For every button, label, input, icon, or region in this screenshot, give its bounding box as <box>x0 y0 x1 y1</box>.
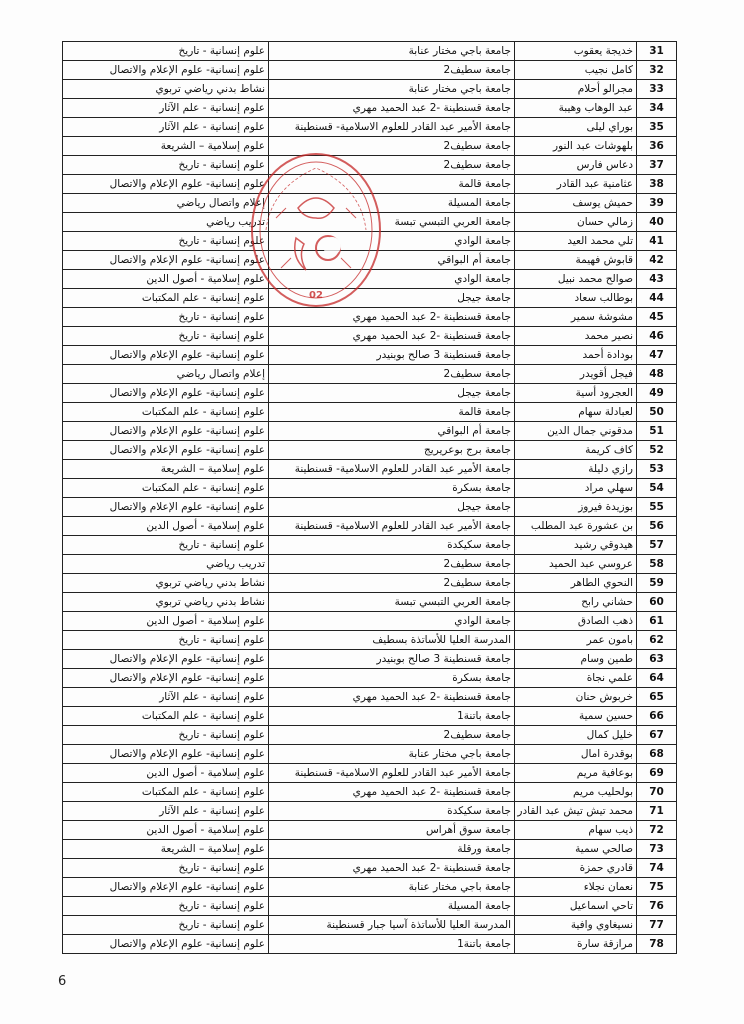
row-name: حسين سمية <box>515 707 637 726</box>
row-university: جامعة جيجل <box>269 498 515 517</box>
row-university: جامعة برج بوعريريج <box>269 441 515 460</box>
row-number: 66 <box>637 707 677 726</box>
table-row <box>63 232 677 251</box>
table-row <box>63 403 677 422</box>
row-name: مجرالو أحلام <box>515 80 637 99</box>
table-row <box>63 99 677 118</box>
row-specialty: نشاط بدني رياضي تربوي <box>63 574 269 593</box>
row-university: جامعة سكيكدة <box>269 802 515 821</box>
row-university: جامعة قسنطينة -2 عبد الحميد مهري <box>269 308 515 327</box>
row-name: لعبادلة سهام <box>515 403 637 422</box>
table-row <box>63 745 677 764</box>
row-specialty: علوم إنسانية - علم الآثار <box>63 802 269 821</box>
row-specialty: علوم إنسانية - علم المكتبات <box>63 707 269 726</box>
row-number: 38 <box>637 175 677 194</box>
row-specialty: علوم إنسانية- علوم الإعلام والاتصال <box>63 61 269 80</box>
row-specialty: علوم إنسانية - علم المكتبات <box>63 289 269 308</box>
row-university: جامعة الأمير عبد القادر للعلوم الاسلامية- قسنطينة <box>269 118 515 137</box>
row-name: دعاس فارس <box>515 156 637 175</box>
row-university: جامعة قسنطينة -2 عبد الحميد مهري <box>269 783 515 802</box>
row-specialty: علوم إنسانية - تاريخ <box>63 536 269 555</box>
row-specialty: علوم إنسانية - علم الآثار <box>63 118 269 137</box>
row-university: جامعة قسنطينة 3 صالح بوبنيدر <box>269 346 515 365</box>
row-name: عبد الوهاب وهيبة <box>515 99 637 118</box>
row-name: خليل كمال <box>515 726 637 745</box>
table-row <box>63 327 677 346</box>
row-name: بامون عمر <box>515 631 637 650</box>
row-number: 33 <box>637 80 677 99</box>
row-number: 69 <box>637 764 677 783</box>
table-row <box>63 346 677 365</box>
table-row <box>63 441 677 460</box>
row-university: جامعة العربي التبسي تبسة <box>269 213 515 232</box>
table-row <box>63 821 677 840</box>
row-university: جامعة الوادي <box>269 232 515 251</box>
row-university: جامعة باجي مختار عنابة <box>269 42 515 61</box>
row-name: ذيب سهام <box>515 821 637 840</box>
row-university: جامعة قسنطينة -2 عبد الحميد مهري <box>269 99 515 118</box>
row-number: 59 <box>637 574 677 593</box>
row-number: 40 <box>637 213 677 232</box>
row-name: تاحي اسماعيل <box>515 897 637 916</box>
row-specialty: علوم إنسانية - تاريخ <box>63 156 269 175</box>
row-number: 53 <box>637 460 677 479</box>
row-name: ذهب الصادق <box>515 612 637 631</box>
row-university: جامعة المسيلة <box>269 897 515 916</box>
row-university: جامعة سطيف2 <box>269 555 515 574</box>
row-number: 72 <box>637 821 677 840</box>
table-row <box>63 517 677 536</box>
table-row <box>63 802 677 821</box>
row-name: بوزيدة فيروز <box>515 498 637 517</box>
row-specialty: علوم إنسانية- علوم الإعلام والاتصال <box>63 498 269 517</box>
row-number: 34 <box>637 99 677 118</box>
table-row <box>63 688 677 707</box>
row-name: بلهوشات عبد النور <box>515 137 637 156</box>
row-number: 61 <box>637 612 677 631</box>
row-university: جامعة جيجل <box>269 384 515 403</box>
row-name: طمين وسام <box>515 650 637 669</box>
row-number: 45 <box>637 308 677 327</box>
table-row <box>63 707 677 726</box>
table-row <box>63 669 677 688</box>
row-specialty: علوم إنسانية - علم المكتبات <box>63 403 269 422</box>
row-name: هيدوقي رشيد <box>515 536 637 555</box>
row-name: النحوي الطاهر <box>515 574 637 593</box>
row-specialty: علوم إنسانية - تاريخ <box>63 232 269 251</box>
table-row <box>63 175 677 194</box>
row-name: عروسي عبد الحميد <box>515 555 637 574</box>
table-row <box>63 384 677 403</box>
row-name: عثامنية عبد القادر <box>515 175 637 194</box>
row-university: جامعة قالمة <box>269 175 515 194</box>
row-specialty: إعلام واتصال رياضي <box>63 365 269 384</box>
row-number: 44 <box>637 289 677 308</box>
table-row <box>63 479 677 498</box>
row-name: نعمان نجلاء <box>515 878 637 897</box>
row-name: حميش يوسف <box>515 194 637 213</box>
row-name: قادري حمزة <box>515 859 637 878</box>
table-row <box>63 916 677 935</box>
row-university: جامعة سطيف2 <box>269 365 515 384</box>
table-row <box>63 61 677 80</box>
row-specialty: علوم إنسانية- علوم الإعلام والاتصال <box>63 251 269 270</box>
row-university: جامعة جيجل <box>269 289 515 308</box>
row-number: 65 <box>637 688 677 707</box>
row-specialty: علوم إنسانية- علوم الإعلام والاتصال <box>63 346 269 365</box>
row-number: 62 <box>637 631 677 650</box>
row-university: جامعة العربي التبسي تبسة <box>269 593 515 612</box>
row-university: جامعة الوادي <box>269 270 515 289</box>
row-specialty: علوم إنسانية - تاريخ <box>63 916 269 935</box>
row-number: 75 <box>637 878 677 897</box>
row-university: جامعة قالمة <box>269 403 515 422</box>
table-row <box>63 270 677 289</box>
row-specialty: علوم إنسانية - تاريخ <box>63 327 269 346</box>
row-university: جامعة سطيف2 <box>269 61 515 80</box>
row-number: 32 <box>637 61 677 80</box>
row-name: مدقوني جمال الدين <box>515 422 637 441</box>
row-university: جامعة سوق أهراس <box>269 821 515 840</box>
table-row <box>63 612 677 631</box>
row-number: 63 <box>637 650 677 669</box>
row-number: 71 <box>637 802 677 821</box>
row-specialty: إعلام واتصال رياضي <box>63 194 269 213</box>
row-specialty: علوم إنسانية - تاريخ <box>63 897 269 916</box>
row-number: 70 <box>637 783 677 802</box>
row-number: 55 <box>637 498 677 517</box>
row-name: زمالي حسان <box>515 213 637 232</box>
row-number: 43 <box>637 270 677 289</box>
row-specialty: تدريب رياضي <box>63 555 269 574</box>
row-specialty: علوم إسلامية – الشريعة <box>63 137 269 156</box>
row-name: بن عشورة عبد المطلب <box>515 517 637 536</box>
row-name: تلي محمد العيد <box>515 232 637 251</box>
row-name: نصير محمد <box>515 327 637 346</box>
row-university: جامعة بسكرة <box>269 479 515 498</box>
row-name: خربوش حنان <box>515 688 637 707</box>
row-specialty: علوم إنسانية - علم الآثار <box>63 99 269 118</box>
row-specialty: علوم إنسانية - علم الآثار <box>63 688 269 707</box>
row-number: 37 <box>637 156 677 175</box>
row-number: 78 <box>637 935 677 954</box>
row-number: 49 <box>637 384 677 403</box>
row-university: جامعة باجي مختار عنابة <box>269 745 515 764</box>
row-name: علمي نجاة <box>515 669 637 688</box>
row-specialty: علوم إنسانية- علوم الإعلام والاتصال <box>63 878 269 897</box>
table-row <box>63 251 677 270</box>
row-university: جامعة باجي مختار عنابة <box>269 80 515 99</box>
row-number: 39 <box>637 194 677 213</box>
row-university: جامعة قسنطينة -2 عبد الحميد مهري <box>269 327 515 346</box>
row-university: جامعة قسنطينة 3 صالح بوبنيدر <box>269 650 515 669</box>
row-number: 42 <box>637 251 677 270</box>
row-name: بولحليب مريم <box>515 783 637 802</box>
row-number: 50 <box>637 403 677 422</box>
table-row <box>63 460 677 479</box>
row-university: جامعة الأمير عبد القادر للعلوم الاسلامية- قسنطينة <box>269 460 515 479</box>
row-specialty: علوم إنسانية- علوم الإعلام والاتصال <box>63 175 269 194</box>
table-row <box>63 764 677 783</box>
table-row <box>63 897 677 916</box>
table-row <box>63 726 677 745</box>
table-row <box>63 308 677 327</box>
row-name: مشوشة سمير <box>515 308 637 327</box>
row-number: 73 <box>637 840 677 859</box>
table-row <box>63 593 677 612</box>
row-name: صالحي سمية <box>515 840 637 859</box>
row-specialty: علوم إنسانية- علوم الإعلام والاتصال <box>63 650 269 669</box>
row-number: 67 <box>637 726 677 745</box>
row-specialty: علوم إنسانية- علوم الإعلام والاتصال <box>63 745 269 764</box>
row-specialty: علوم إنسانية- علوم الإعلام والاتصال <box>63 384 269 403</box>
row-number: 54 <box>637 479 677 498</box>
table-row <box>63 935 677 954</box>
row-specialty: علوم إسلامية - أصول الدين <box>63 270 269 289</box>
row-number: 60 <box>637 593 677 612</box>
row-specialty: علوم إسلامية - أصول الدين <box>63 821 269 840</box>
row-number: 57 <box>637 536 677 555</box>
row-number: 58 <box>637 555 677 574</box>
row-number: 74 <box>637 859 677 878</box>
row-name: فيجل أقويدر <box>515 365 637 384</box>
row-university: جامعة الوادي <box>269 612 515 631</box>
row-university: جامعة سطيف2 <box>269 574 515 593</box>
row-name: كامل نجيب <box>515 61 637 80</box>
row-university: جامعة باجي مختار عنابة <box>269 878 515 897</box>
row-number: 46 <box>637 327 677 346</box>
page-number: 6 <box>58 974 67 989</box>
roster-table-body <box>63 42 677 954</box>
row-university: جامعة باتنة1 <box>269 707 515 726</box>
row-specialty: نشاط بدني رياضي تربوي <box>63 80 269 99</box>
row-name: العجرود أسية <box>515 384 637 403</box>
row-number: 68 <box>637 745 677 764</box>
row-name: مرازقة سارة <box>515 935 637 954</box>
row-name: سهلي مراد <box>515 479 637 498</box>
row-specialty: علوم إنسانية - تاريخ <box>63 726 269 745</box>
table-row <box>63 213 677 232</box>
stamp-number: 02 <box>309 290 323 301</box>
table-row <box>63 555 677 574</box>
row-university: جامعة المسيلة <box>269 194 515 213</box>
row-specialty: علوم إنسانية - تاريخ <box>63 859 269 878</box>
table-row <box>63 631 677 650</box>
table-row <box>63 650 677 669</box>
row-name: بوراي ليلى <box>515 118 637 137</box>
row-name: كاف كريمة <box>515 441 637 460</box>
row-name: رازي دليلة <box>515 460 637 479</box>
row-number: 64 <box>637 669 677 688</box>
row-specialty: نشاط بدني رياضي تربوي <box>63 593 269 612</box>
row-university: المدرسة العليا للأساتذة بسطيف <box>269 631 515 650</box>
row-university: جامعة بسكرة <box>269 669 515 688</box>
table-row <box>63 859 677 878</box>
table-row <box>63 422 677 441</box>
row-university: جامعة قسنطينة -2 عبد الحميد مهري <box>269 859 515 878</box>
row-number: 48 <box>637 365 677 384</box>
row-specialty: علوم إنسانية- علوم الإعلام والاتصال <box>63 422 269 441</box>
table-row <box>63 498 677 517</box>
table-row <box>63 156 677 175</box>
row-university: جامعة الأمير عبد القادر للعلوم الاسلامية- قسنطينة <box>269 517 515 536</box>
row-university: جامعة سكيكدة <box>269 536 515 555</box>
row-name: محمد تيش تيش عبد القادر <box>515 802 637 821</box>
row-specialty: علوم إسلامية – الشريعة <box>63 840 269 859</box>
row-name: قابوش فهيمة <box>515 251 637 270</box>
row-university: جامعة قسنطينة -2 عبد الحميد مهري <box>269 688 515 707</box>
row-specialty: علوم إسلامية - أصول الدين <box>63 517 269 536</box>
table-row <box>63 137 677 156</box>
row-number: 56 <box>637 517 677 536</box>
row-name: حشاني رابح <box>515 593 637 612</box>
row-specialty: علوم إسلامية – الشريعة <box>63 460 269 479</box>
table-row <box>63 365 677 384</box>
row-specialty: علوم إنسانية - تاريخ <box>63 631 269 650</box>
row-number: 47 <box>637 346 677 365</box>
row-specialty: تدريب رياضي <box>63 213 269 232</box>
row-specialty: علوم إنسانية - علم المكتبات <box>63 479 269 498</box>
table-row <box>63 574 677 593</box>
table-row <box>63 289 677 308</box>
row-number: 51 <box>637 422 677 441</box>
table-row <box>63 42 677 61</box>
row-university: جامعة سطيف2 <box>269 156 515 175</box>
row-number: 76 <box>637 897 677 916</box>
row-specialty: علوم إسلامية - أصول الدين <box>63 612 269 631</box>
row-university: جامعة أم البواقي <box>269 251 515 270</box>
table-row <box>63 118 677 137</box>
row-university: جامعة سطيف2 <box>269 726 515 745</box>
row-name: بودادة أحمد <box>515 346 637 365</box>
row-number: 31 <box>637 42 677 61</box>
row-specialty: علوم إنسانية - علم المكتبات <box>63 783 269 802</box>
row-specialty: علوم إسلامية - أصول الدين <box>63 764 269 783</box>
roster-table <box>62 41 677 954</box>
row-specialty: علوم إنسانية - تاريخ <box>63 42 269 61</box>
row-university: جامعة سطيف2 <box>269 137 515 156</box>
table-row <box>63 80 677 99</box>
row-university: جامعة باتنة1 <box>269 935 515 954</box>
row-name: صوالح محمد نبيل <box>515 270 637 289</box>
row-number: 41 <box>637 232 677 251</box>
row-name: بوطالب سعاد <box>515 289 637 308</box>
row-specialty: علوم إنسانية- علوم الإعلام والاتصال <box>63 669 269 688</box>
row-university: المدرسة العليا للأساتذة آسيا جبار قسنطينة <box>269 916 515 935</box>
table-row <box>63 783 677 802</box>
row-name: بوعافية مريم <box>515 764 637 783</box>
row-number: 77 <box>637 916 677 935</box>
row-specialty: علوم إنسانية- علوم الإعلام والاتصال <box>63 935 269 954</box>
row-specialty: علوم إنسانية- علوم الإعلام والاتصال <box>63 441 269 460</box>
table-row <box>63 878 677 897</box>
row-name: نسيغاوي وافية <box>515 916 637 935</box>
row-specialty: علوم إنسانية - تاريخ <box>63 308 269 327</box>
row-number: 35 <box>637 118 677 137</box>
row-university: جامعة أم البواقي <box>269 422 515 441</box>
row-university: جامعة الأمير عبد القادر للعلوم الاسلامية- قسنطينة <box>269 764 515 783</box>
table-row <box>63 840 677 859</box>
row-university: جامعة ورقلة <box>269 840 515 859</box>
row-number: 52 <box>637 441 677 460</box>
table-row <box>63 536 677 555</box>
row-name: خديجة يعقوب <box>515 42 637 61</box>
table-row <box>63 194 677 213</box>
row-number: 36 <box>637 137 677 156</box>
row-name: بوقدرة امال <box>515 745 637 764</box>
